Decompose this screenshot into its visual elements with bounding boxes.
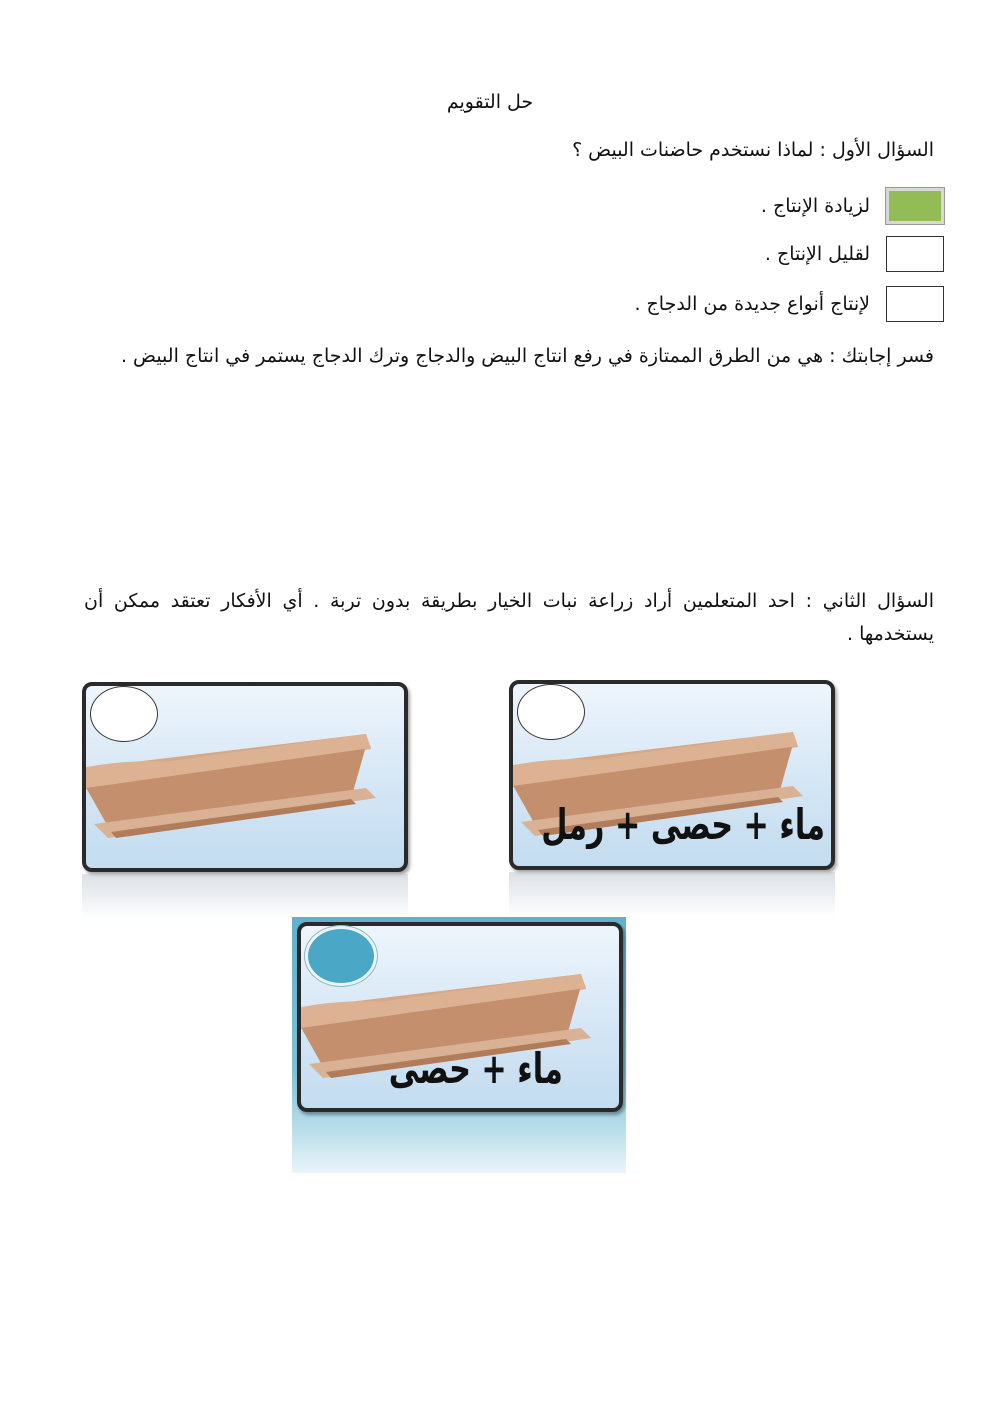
question-1-text: السؤال الأول : لماذا نستخدم حاضنات البيض ؟ [572, 139, 934, 161]
q2-card-3-label: ماء + حصى [388, 1044, 563, 1093]
q1-option-3[interactable] [424, 284, 944, 324]
q1-option-3-checkbox[interactable] [886, 286, 944, 322]
q2-card-1[interactable] [82, 682, 408, 872]
q2-card-1-reflection [82, 874, 408, 919]
page-title: حل التقويم [446, 91, 534, 113]
q2-card-2-reflection [509, 872, 835, 917]
q2-card-3[interactable] [297, 922, 623, 1112]
q2-card-2[interactable] [509, 680, 835, 870]
q2-card-1-choice-circle[interactable] [90, 686, 158, 742]
q1-option-2-checkbox[interactable] [886, 236, 944, 272]
q1-option-1[interactable] [424, 186, 944, 226]
q2-card-3-choice-circle[interactable] [305, 926, 377, 986]
q1-explanation: فسر إجابتك : هي من الطرق الممتازة في رفع انتاج البيض والدجاج وترك الدجاج يستمر في انتاج البيض . [120, 345, 934, 367]
question-2-text: السؤال الثاني : احد المتعلمين أراد زراعة نبات الخيار بطريقة بدون تربة . أي الأفكار تعتقد ممكن أن يستخدمها . [84, 590, 934, 645]
q2-card-2-choice-circle[interactable] [517, 684, 585, 740]
q1-option-2-label: لقليل الإنتاج . [764, 243, 870, 265]
q2-card-2-label: ماء + حصى + رمل [541, 800, 825, 849]
q1-option-1-label: لزيادة الإنتاج . [760, 195, 870, 217]
q1-option-3-label: لإنتاج أنواع جديدة من الدجاج . [634, 293, 870, 315]
q1-option-1-checkbox[interactable] [886, 188, 944, 224]
q1-option-2[interactable] [424, 234, 944, 274]
